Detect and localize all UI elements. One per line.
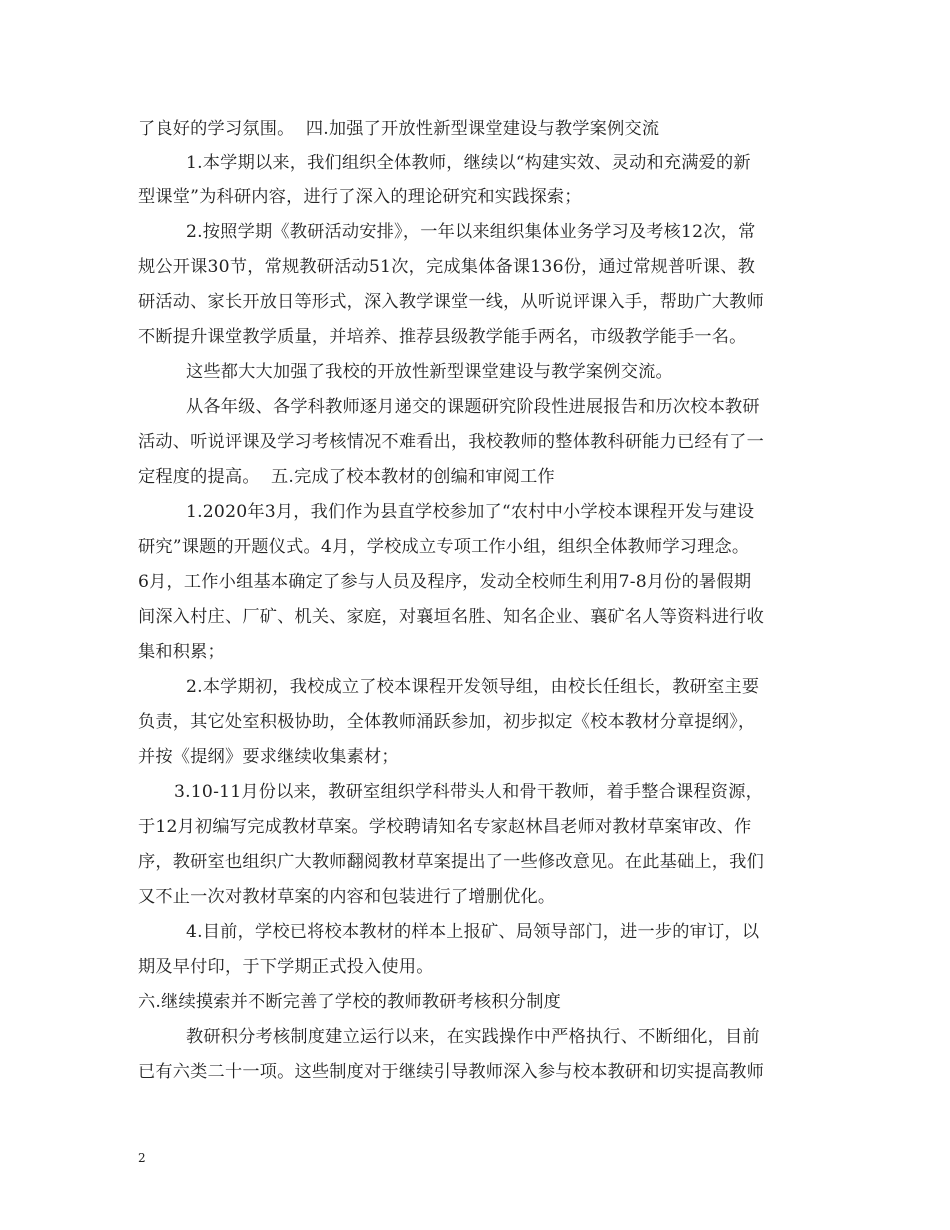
text-line: 序，教研室也组织广大教师翻阅教材草案提出了一些修改意见。在此基础上，我们 bbox=[138, 852, 764, 872]
text-line: 负责，其它处室积极协助，全体教师涌跃参加，初步拟定《校本教材分章提纲》， bbox=[138, 712, 756, 732]
text-line: 规公开课30节，常规教研活动51次，完成集体备课136份，通过常规普听课、教 bbox=[138, 257, 755, 277]
text-line: 1.2020年3月，我们作为县直学校参加了“农村中小学校本课程开发与建设 bbox=[186, 502, 755, 522]
text-line: 集和积累； bbox=[138, 642, 225, 662]
text-line: 六.继续摸索并不断完善了学校的教师教研考核积分制度 bbox=[138, 992, 561, 1012]
text-line: 2.本学期初，我校成立了校本课程开发领导组，由校长任组长，教研室主要 bbox=[186, 677, 760, 697]
text-line: 已有六类二十一项。这些制度对于继续引导教师深入参与校本教研和切实提高教师 bbox=[138, 1062, 764, 1082]
text-line: 研活动、家长开放日等形式，深入教学课堂一线，从听说评课入手，帮助广大教师 bbox=[138, 292, 764, 312]
text-line: 不断提升课堂教学质量，并培养、推荐县级教学能手两名，市级教学能手一名。 bbox=[138, 327, 747, 347]
text-line: 又不止一次对教材草案的内容和包装进行了增删优化。 bbox=[138, 887, 556, 907]
text-line: 并按《提纲》要求继续收集素材； bbox=[138, 747, 399, 767]
text-line: 了良好的学习氛围。 四.加强了开放性新型课堂建设与教学案例交流 bbox=[138, 119, 660, 139]
text-line: 1.本学期以来，我们组织全体教师，继续以“构建实效、灵动和充满爱的新 bbox=[186, 153, 751, 173]
text-line: 这些都大大加强了我校的开放性新型课堂建设与教学案例交流。 bbox=[186, 362, 673, 382]
text-line: 6月，工作小组基本确定了参与人员及程序，发动全校师生利用7-8月份的暑假期 bbox=[138, 572, 752, 592]
text-line: 于12月初编写完成教材草案。学校聘请知名专家赵林昌老师对教材草案审改、作 bbox=[138, 817, 752, 837]
page-number: 2 bbox=[138, 1151, 146, 1165]
text-line: 教研积分考核制度建立运行以来，在实践操作中严格执行、不断细化，目前 bbox=[186, 1027, 760, 1047]
text-line: 3.10-11月份以来，教研室组织学科带头人和骨干教师，着手整合课程资源， bbox=[174, 782, 763, 802]
text-line: 定程度的提高。 五.完成了校本教材的创编和审阅工作 bbox=[138, 467, 555, 487]
text-line: 型课堂”为科研内容，进行了深入的理论研究和实践探索； bbox=[138, 187, 582, 207]
text-line: 间深入村庄、厂矿、机关、家庭，对襄垣名胜、知名企业、襄矿名人等资料进行收 bbox=[138, 607, 764, 627]
text-line: 研究”课题的开题仪式。4月，学校成立专项工作小组，组织全体教师学习理念。 bbox=[138, 537, 750, 557]
text-line: 2.按照学期《教研活动安排》，一年以来组织集体业务学习及考核12次，常 bbox=[186, 222, 756, 242]
text-line: 4.目前，学校已将校本教材的样本上报矿、局领导部门，进一步的审订，以 bbox=[186, 922, 760, 942]
text-line: 期及早付印，于下学期正式投入使用。 bbox=[138, 957, 434, 977]
text-line: 从各年级、各学科教师逐月递交的课题研究阶段性进展报告和历次校本教研 bbox=[186, 397, 760, 417]
text-line: 活动、听说评课及学习考核情况不难看出，我校教师的整体教科研能力已经有了一 bbox=[138, 432, 764, 452]
